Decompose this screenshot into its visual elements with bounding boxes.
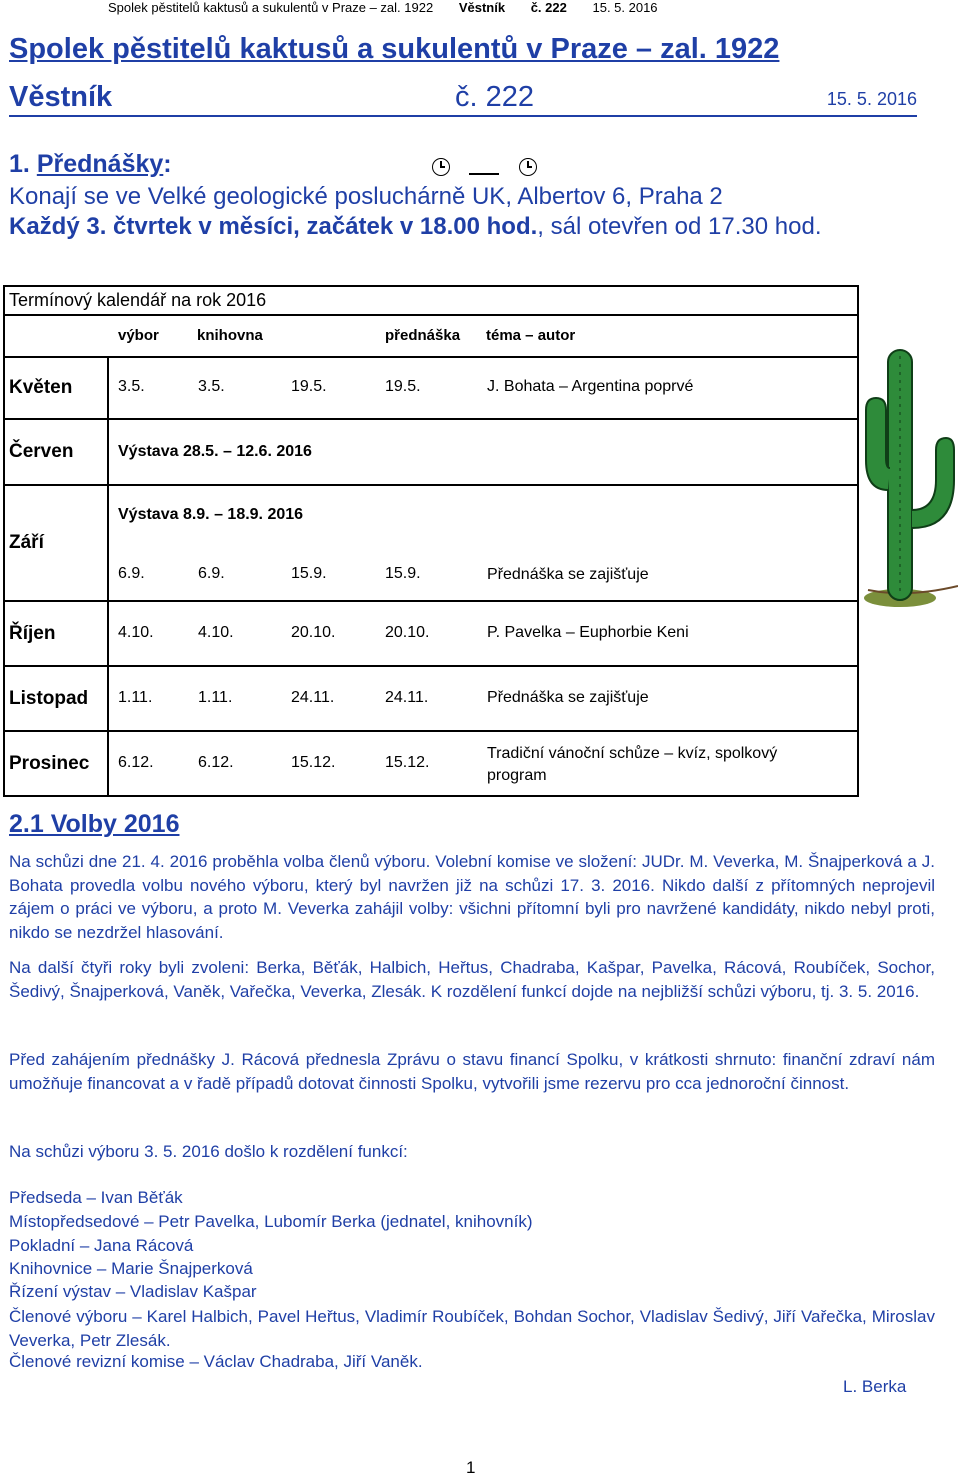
function-line: Pokladní – Jana Rácová [9, 1236, 194, 1255]
month-cerven: Červen [4, 419, 108, 485]
header-vybor: výbor [118, 327, 159, 344]
lectures-time [9, 213, 821, 241]
cell-prednaska-1: 15.12. [291, 754, 336, 771]
row-listopad [108, 666, 858, 731]
cell-knihovna: 6.9. [198, 565, 225, 582]
volby-paragraph-3: Před zahájením přednášky J. Rácová přednesla Zprávu o stavu financí Spolku, v krátkosti shrnuto: finanční zdraví nám umožňuje financovat a v řadě případů dotovat činnosti Spolku, vytvořili jsme rezervu pro cca jednoroční činnost. [9, 1050, 935, 1093]
clock-start-icon [432, 158, 450, 176]
row-zari [108, 485, 858, 601]
function-line: Místopředsedové – Petr Pavelka, Lubomír Berka (jednatel, knihovník) [9, 1212, 533, 1231]
cell-knihovna: 1.11. [198, 689, 233, 706]
cell-vybor: 4.10. [118, 624, 154, 641]
calendar-title: Termínový kalendář na rok 2016 [4, 286, 858, 315]
vestnik-number: č. 222 [455, 81, 534, 113]
cell-tema: Přednáška se zajišťuje [487, 689, 649, 706]
lectures-time-bold: Každý 3. čtvrtek v měsíci, začátek v 18.00 hod. [9, 213, 538, 240]
cell-prednaska-1: 15.9. [291, 565, 327, 582]
running-header [108, 0, 680, 15]
cell-tema-line1: Tradiční vánoční schůze – kvíz, spolkový [487, 745, 778, 762]
running-header-date: 15. 5. 2016 [592, 0, 658, 15]
row-prosinec [108, 731, 858, 796]
calendar-header-row [108, 315, 858, 357]
header-prednaska: přednáška [385, 327, 461, 344]
volby-paragraph-2: Na další čtyři roky byli zvoleni: Berka, Běťák, Halbich, Heřtus, Chadraba, Kašpar, Pavelka, Rácová, Roubíček, Sochor, Šedivý, Šnajperková, Vaněk, Vařečka, Veverka, Zlesák. K rozdělení funkcí dojde na nejbližší schůzi výboru, tj. 3. 5. 2016. [9, 958, 935, 1001]
cell-prednaska-2: 15.9. [385, 565, 421, 582]
volby-functions-intro: Na schůzi výboru 3. 5. 2016 došlo k rozdělení funkcí: [9, 1142, 408, 1161]
clock-end-icon [519, 158, 537, 176]
cell-vybor: 6.12. [118, 754, 154, 771]
header-tema: téma – autor [486, 327, 576, 344]
month-prosinec: Prosinec [4, 731, 108, 796]
month-listopad: Listopad [4, 666, 108, 731]
month-kveten: Květen [4, 357, 108, 419]
lectures-heading-number: 1. [9, 150, 30, 178]
cell-prednaska-1: 19.5. [291, 378, 327, 395]
vestnik-row [9, 81, 917, 117]
page-number: 1 [466, 1458, 476, 1477]
cell-prednaska-2: 24.11. [385, 689, 429, 706]
cell-tema: P. Pavelka – Euphorbie Keni [487, 624, 689, 641]
row-cerven [108, 419, 858, 485]
cell-vystava: Výstava 8.9. – 18.9. 2016 [118, 506, 304, 523]
cell-tema-line2: program [487, 767, 547, 784]
lectures-heading-text: Přednášky [36, 150, 164, 178]
function-line: Knihovnice – Marie Šnajperková [9, 1259, 253, 1278]
page-title: Spolek pěstitelů kaktusů a sukulentů v Praze – zal. 1922 [9, 33, 780, 65]
header-knihovna: knihovna [197, 327, 263, 344]
cell-vystava: Výstava 28.5. – 12.6. 2016 [118, 443, 312, 460]
committee-members: Členové výboru – Karel Halbich, Pavel Heřtus, Vladimír Roubíček, Bohdan Sochor, Vladislav Šedivý, Jiří Vařečka, Miroslav Veverka, Petr Zlesák. [9, 1307, 935, 1350]
lectures-time-rest: , sál otevřen od 17.30 hod. [537, 213, 822, 240]
cell-prednaska-1: 20.10. [291, 624, 336, 641]
vestnik-date: 15. 5. 2016 [826, 89, 917, 109]
volby-paragraph-1: Na schůzi dne 21. 4. 2016 proběhla volba členů výboru. Volební komise ve složení: JUDr. M. Veverka, M. Šnajperková a J. Bohata provedla volbu nového výboru, který byl navržen již na schůzi 17. 3. 2016. Nikdo další z přítomných neprojevil zájem o práci ve výboru, a proto M. Veverka zahájil volby: všichni přítomní byli pro navržené kandidáty, nikdo nebyl proti, nikdo se nezdržel hlasování. [9, 852, 935, 942]
signature: L. Berka [843, 1377, 907, 1396]
cell-vybor: 3.5. [118, 378, 145, 395]
lectures-location: Konají se ve Velké geologické posluchárně UK, Albertov 6, Praha 2 [9, 183, 723, 210]
vestnik-label: Věstník [9, 81, 113, 113]
cell-tema: J. Bohata – Argentina poprvé [487, 378, 694, 395]
month-rijen: Říjen [4, 601, 108, 666]
calendar-table [3, 285, 859, 797]
cell-tema: Přednáška se zajišťuje [487, 566, 649, 583]
function-line: Řízení výstav – Vladislav Kašpar [9, 1282, 257, 1301]
cell-prednaska-2: 20.10. [385, 624, 430, 641]
cell-vybor: 1.11. [118, 689, 153, 706]
row-kveten [108, 357, 858, 419]
cell-knihovna: 3.5. [198, 378, 225, 395]
running-header-org: Spolek pěstitelů kaktusů a sukulentů v Praze – zal. 1922 [108, 0, 434, 15]
cell-prednaska-2: 15.12. [385, 754, 430, 771]
function-line: Předseda – Ivan Běťák [9, 1188, 183, 1207]
cell-prednaska-2: 19.5. [385, 378, 421, 395]
month-zari: Září [4, 485, 108, 601]
lectures-heading-colon: : [163, 150, 172, 178]
running-header-number: č. 222 [530, 0, 567, 15]
cell-knihovna: 4.10. [198, 624, 234, 641]
cactus-illustration [858, 340, 958, 610]
running-header-vestnik: Věstník [458, 0, 506, 15]
row-rijen [108, 601, 858, 666]
cell-prednaska-1: 24.11. [291, 689, 335, 706]
lectures-heading [9, 150, 172, 179]
time-range-dash [469, 173, 499, 175]
cell-knihovna: 6.12. [198, 754, 234, 771]
audit-committee: Členové revizní komise – Václav Chadraba, Jiří Vaněk. [9, 1352, 423, 1371]
volby-heading: 2.1 Volby 2016 [9, 810, 180, 838]
cell-vybor: 6.9. [118, 565, 145, 582]
